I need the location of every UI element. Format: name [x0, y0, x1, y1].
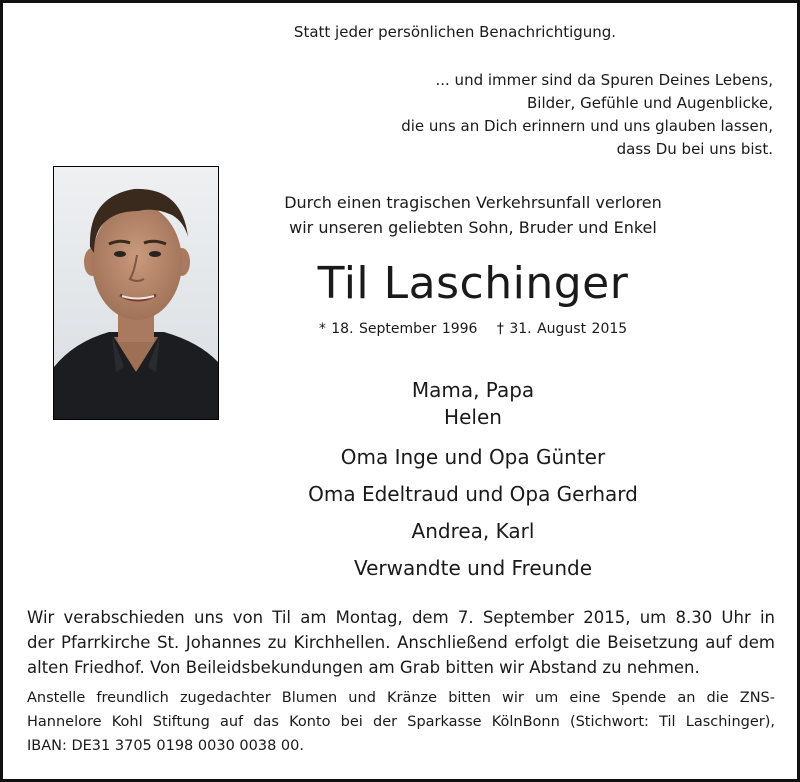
announcement: [223, 190, 723, 240]
verse-line: dass Du bei uns bist.: [616, 140, 773, 158]
mourners-list: [223, 377, 723, 587]
service-line: der Pfarrkirche St. Johannes zu Kirchhellen. Anschließend erfolgt die Beisetzung auf dem: [27, 633, 775, 652]
mourner-line: Mama, Papa: [411, 378, 535, 402]
announcement-line: wir unseren geliebten Sohn, Bruder und Enkel: [289, 218, 657, 237]
service-line: Wir verabschieden uns von Til am Montag, dem 7. September 2015, um 8.30 Uhr in: [27, 608, 775, 627]
death-date: † 31. August 2015: [496, 321, 628, 337]
announcement-line: Durch einen tragischen Verkehrsunfall verloren: [284, 193, 662, 212]
verse-line: die uns an Dich erinnern und uns glauben lassen,: [401, 117, 773, 135]
verse-line: Bilder, Gefühle und Augenblicke,: [527, 94, 773, 112]
portrait-photo: [53, 166, 219, 420]
service-notice: [27, 605, 775, 680]
deceased-name: Til Laschinger: [317, 258, 629, 309]
service-line: alten Friedhof. Von Beileidsbekundungen am Grab bitten wir Abstand zu nehmen.: [27, 658, 700, 677]
mourner-line: Helen: [444, 405, 502, 429]
mourner-line: Oma Edeltraud und Opa Gerhard: [308, 482, 638, 506]
donation-notice: [27, 686, 775, 758]
verse-line: ... und immer sind da Spuren Deines Lebens,: [435, 71, 773, 89]
donation-line: IBAN: DE31 3705 0198 0030 0038 00.: [27, 738, 304, 754]
mourner-line: Oma Inge und Opa Günter: [340, 445, 606, 469]
memorial-verse: [401, 69, 773, 161]
mourner-line: Verwandte und Freunde: [353, 556, 593, 580]
mourner-line: Andrea, Karl: [411, 519, 535, 543]
intro-line: Statt jeder persönlichen Benachrichtigung.: [293, 23, 617, 41]
donation-line: Anstelle freundlich zugedachter Blumen und Kränze bitten wir um eine Spende an die ZNS-: [27, 690, 775, 706]
life-dates: [223, 321, 723, 337]
birth-date: * 18. September 1996: [318, 321, 478, 337]
donation-line: Hannelore Kohl Stiftung auf das Konto bei der Sparkasse KölnBonn (Stichwort: Til Laschinger),: [27, 714, 775, 730]
